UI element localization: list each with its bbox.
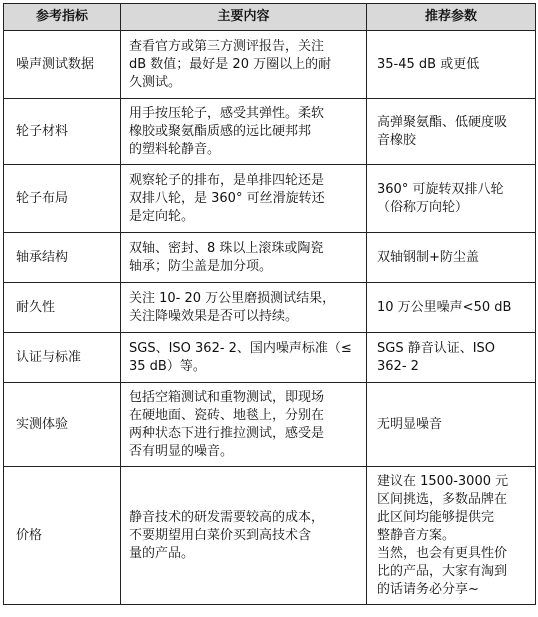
recommended-line: 360° 可旋转双排八轮 (377, 181, 504, 197)
content-line: dB 数值；最好是 20 万圈以上的耐 (129, 56, 332, 72)
recommended-line: 整静音方案。 (377, 527, 456, 543)
recommended-line: 比的产品，大家有淘到 (377, 563, 508, 579)
content-line: 35 dB）等。 (129, 358, 206, 374)
recommended-cell (367, 333, 536, 383)
recommended-cell (367, 283, 536, 333)
recommended-line: 35-45 dB 或更低 (377, 56, 480, 72)
recommended-line: 362- 2 (377, 358, 419, 374)
recommended-cell (367, 99, 536, 165)
content-cell (121, 467, 367, 605)
content-cell (121, 283, 367, 333)
content-line: 关注降噪效果是否可以持续。 (129, 308, 299, 324)
recommended-line: SGS 静音认证、ISO (377, 340, 496, 356)
header-indicator: 参考指标 (4, 4, 121, 31)
table-row (4, 283, 536, 333)
content-cell (121, 333, 367, 383)
recommended-line: 音橡胶 (377, 132, 417, 148)
content-line: 两种状态下进行推拉测试，感受是 (129, 425, 325, 441)
content-line: 静音技术的研发需要较高的成本， (129, 509, 325, 525)
indicator-cell: 实测体验 (4, 383, 121, 467)
recommended-line: （俗称万向轮） (377, 199, 469, 215)
recommended-cell (367, 383, 536, 467)
indicator-cell: 耐久性 (4, 283, 121, 333)
table-header-row (4, 4, 536, 31)
content-line: 双排八轮，是 360° 可丝滑旋转还 (129, 190, 325, 206)
content-line: 否有明显的噪音。 (129, 443, 234, 459)
content-line: 橡胶或聚氨酯质感的远比硬邦邦 (129, 123, 312, 139)
indicator-cell: 轴承结构 (4, 233, 121, 283)
header-recommended: 推荐参数 (367, 4, 536, 31)
content-cell (121, 31, 367, 99)
table-row (4, 31, 536, 99)
content-line: 不要期望用白菜价买到高技术含 (129, 527, 312, 543)
recommended-cell (367, 233, 536, 283)
recommended-line: 10 万公里噪声<50 dB (377, 299, 512, 315)
indicator-cell: 噪声测试数据 (4, 31, 121, 99)
parameter-table (3, 3, 536, 605)
content-line: 是定向轮。 (129, 208, 195, 224)
content-line: 的塑料轮静音。 (129, 141, 221, 157)
content-line: SGS、ISO 362- 2、国内噪声标准（≤ (129, 340, 352, 356)
content-line: 关注 10- 20 万公里磨损测试结果， (129, 290, 336, 306)
content-line: 用手按压轮子，感受其弹性。柔软 (129, 105, 325, 121)
recommended-line: 建议在 1500-3000 元 (377, 473, 509, 489)
content-cell (121, 165, 367, 233)
content-line: 量的产品。 (129, 545, 195, 561)
table-row (4, 165, 536, 233)
recommended-cell (367, 467, 536, 605)
content-line: 在硬地面、瓷砖、地毯上，分别在 (129, 407, 325, 423)
content-cell (121, 99, 367, 165)
recommended-line: 双轴钢制+防尘盖 (377, 249, 479, 265)
content-line: 包括空箱测试和重物测试，即现场 (129, 389, 325, 405)
content-line: 轴承；防尘盖是加分项。 (129, 258, 273, 274)
recommended-line: 无明显噪音 (377, 416, 443, 432)
recommended-line: 此区间均能够提供完 (377, 509, 495, 525)
indicator-cell: 轮子布局 (4, 165, 121, 233)
header-content: 主要内容 (121, 4, 367, 31)
recommended-line: 高弹聚氨酯、低硬度吸 (377, 114, 508, 130)
recommended-line: 的话请务必分享~ (377, 581, 479, 597)
content-line: 久测试。 (129, 74, 182, 90)
recommended-line: 区间挑选，多数品牌在 (377, 491, 508, 507)
recommended-line: 当然，也会有更具性价 (377, 545, 508, 561)
table-row (4, 467, 536, 605)
content-cell (121, 383, 367, 467)
table-row (4, 383, 536, 467)
indicator-cell: 轮子材料 (4, 99, 121, 165)
indicator-cell: 认证与标准 (4, 333, 121, 383)
recommended-cell (367, 31, 536, 99)
recommended-cell (367, 165, 536, 233)
table-row (4, 333, 536, 383)
table-row (4, 233, 536, 283)
indicator-cell: 价格 (4, 467, 121, 605)
content-cell (121, 233, 367, 283)
content-line: 观察轮子的排布，是单排四轮还是 (129, 172, 325, 188)
table-row (4, 99, 536, 165)
content-line: 查看官方或第三方测评报告，关注 (129, 38, 325, 54)
content-line: 双轴、密封、8 珠以上滚珠或陶瓷 (129, 240, 324, 256)
